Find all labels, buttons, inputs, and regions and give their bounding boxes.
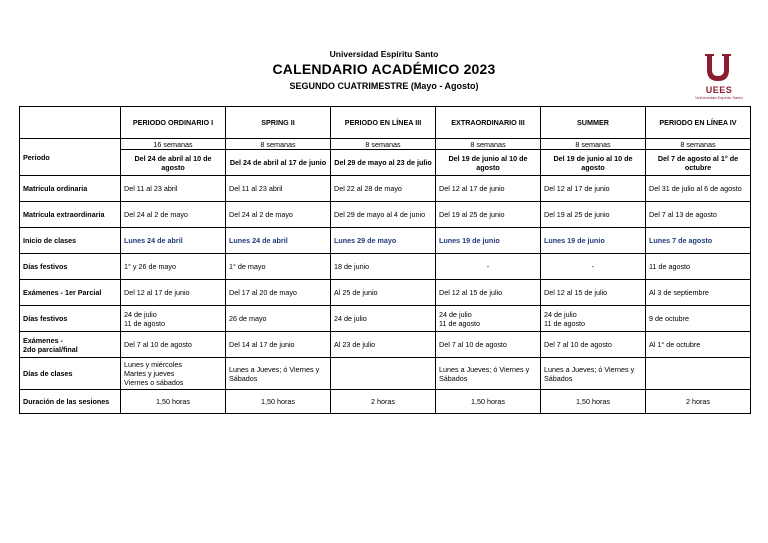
table-cell: Al 25 de junio (331, 280, 436, 306)
table-cell: 18 de junio (331, 254, 436, 280)
column-header: SUMMER (541, 107, 646, 139)
row-label: Periodo (20, 139, 121, 176)
column-header: EXTRAORDINARIO III (436, 107, 541, 139)
period-cell: Del 24 de abril al 17 de junio (226, 150, 331, 176)
table-cell: 1° de mayo (226, 254, 331, 280)
period-cell: Del 24 de abril al 10 de agosto (121, 150, 226, 176)
weeks-cell: 8 semanas (436, 139, 541, 150)
table-cell (541, 306, 646, 332)
period-cell: Del 7 de agosto al 1° de octubre (646, 150, 751, 176)
table-cell: 2 horas (646, 390, 751, 414)
table-cell (541, 358, 646, 390)
column-header: PERIODO ORDINARIO I (121, 107, 226, 139)
weeks-cell: 8 semanas (646, 139, 751, 150)
table-cell: Del 29 de mayo al 4 de junio (331, 202, 436, 228)
table-cell: Del 24 al 2 de mayo (226, 202, 331, 228)
table-cell (121, 306, 226, 332)
row-label: Días festivos (20, 254, 121, 280)
table-cell: Del 19 al 25 de junio (436, 202, 541, 228)
table-cell (436, 306, 541, 332)
table-cell: Del 19 al 25 de junio (541, 202, 646, 228)
period-cell: Del 19 de junio al 10 de agosto (541, 150, 646, 176)
row-label: Matrícula ordinaria (20, 176, 121, 202)
table-cell: Del 14 al 17 de junio (226, 332, 331, 358)
column-header-row (20, 107, 751, 139)
column-header: PERIODO EN LÍNEA IV (646, 107, 751, 139)
table-cell: Lunes 19 de junio (541, 228, 646, 254)
uees-logo (693, 50, 745, 102)
uees-logo-mark-icon (703, 52, 733, 82)
academic-calendar-table (19, 106, 751, 414)
table-row (20, 306, 751, 332)
row-label: Matrícula extraordinaria (20, 202, 121, 228)
empty-corner-cell (20, 107, 121, 139)
table-cell: Del 7 al 10 de agosto (541, 332, 646, 358)
table-cell: Lunes 29 de mayo (331, 228, 436, 254)
table-cell: Lunes 24 de abril (226, 228, 331, 254)
table-row (20, 332, 751, 358)
table-cell: - (541, 254, 646, 280)
cell-line: 11 de agosto (124, 318, 166, 328)
table-cell: Del 12 al 17 de junio (121, 280, 226, 306)
row-label: Días festivos (20, 306, 121, 332)
table-cell: Del 17 al 20 de mayo (226, 280, 331, 306)
table-row (20, 390, 751, 414)
table-cell: 2 horas (331, 390, 436, 414)
table-cell: 1,50 horas (541, 390, 646, 414)
table-cell: Del 31 de julio al 6 de agosto (646, 176, 751, 202)
table-cell: Del 11 al 23 abril (226, 176, 331, 202)
weeks-cell: 16 semanas (121, 139, 226, 150)
table-cell: 1,50 horas (436, 390, 541, 414)
cell-line: 11 de agosto (544, 318, 586, 328)
cell-line: 24 de julio (544, 309, 577, 319)
cell-line: Sábados (439, 373, 468, 383)
table-cell: Lunes 19 de junio (436, 228, 541, 254)
row-label: Inicio de clases (20, 228, 121, 254)
cell-line: Lunes a Jueves; ó Viernes y (439, 364, 530, 374)
weeks-cell: 8 semanas (331, 139, 436, 150)
table-cell: Del 12 al 15 de julio (541, 280, 646, 306)
table-cell (121, 358, 226, 390)
weeks-row (20, 139, 751, 150)
weeks-cell: 8 semanas (226, 139, 331, 150)
cell-line: Sábados (229, 373, 258, 383)
table-row (20, 358, 751, 390)
table-cell: 11 de agosto (646, 254, 751, 280)
table-cell: 1° y 26 de mayo (121, 254, 226, 280)
period-cell: Del 19 de junio al 10 de agosto (436, 150, 541, 176)
table-cell: - (436, 254, 541, 280)
table-row (20, 176, 751, 202)
logo-subtext: Universidad Espíritu Santo (695, 95, 743, 100)
cell-line: Martes y jueves (124, 369, 175, 378)
period-row (20, 150, 751, 176)
cell-line: Exámenes - (23, 335, 63, 345)
table-cell (331, 358, 436, 390)
table-cell: Del 12 al 17 de junio (436, 176, 541, 202)
university-name: Universidad Espíritu Santo (329, 49, 439, 59)
table-cell: Del 22 al 28 de mayo (331, 176, 436, 202)
table-cell: Al 3 de septiembre (646, 280, 751, 306)
table-cell: Del 12 al 15 de julio (436, 280, 541, 306)
table-cell: 1,50 horas (121, 390, 226, 414)
table-cell: Del 12 al 17 de junio (541, 176, 646, 202)
page-subtitle: SEGUNDO CUATRIMESTRE (Mayo - Agosto) (289, 81, 479, 91)
table-cell: 26 de mayo (226, 306, 331, 332)
table-cell (226, 358, 331, 390)
table-cell: Al 23 de julio (331, 332, 436, 358)
document-header (0, 49, 768, 93)
cell-line: 24 de julio (439, 309, 472, 319)
weeks-cell: 8 semanas (541, 139, 646, 150)
page-title: CALENDARIO ACADÉMICO 2023 (272, 61, 496, 77)
table-cell: Del 7 al 10 de agosto (121, 332, 226, 358)
table-row (20, 280, 751, 306)
cell-line: Lunes a Jueves; ó Viernes y (229, 364, 320, 374)
column-header: PERIODO EN LÍNEA III (331, 107, 436, 139)
table-cell: Lunes 7 de agosto (646, 228, 751, 254)
cell-line: 2do parcial/final (23, 344, 78, 354)
table-cell: 1,50 horas (226, 390, 331, 414)
cell-line: 24 de julio (124, 309, 157, 319)
table-cell (646, 358, 751, 390)
row-label: Días de clases (20, 358, 121, 390)
cell-line: 11 de agosto (439, 318, 481, 328)
table-cell: 24 de julio (331, 306, 436, 332)
row-label: Exámenes - 1er Parcial (20, 280, 121, 306)
table-row (20, 228, 751, 254)
table-cell (436, 358, 541, 390)
table-row (20, 254, 751, 280)
table-cell: Al 1° de octubre (646, 332, 751, 358)
table-cell: Del 11 al 23 abril (121, 176, 226, 202)
table-row (20, 202, 751, 228)
cell-line: Sábados (544, 373, 573, 383)
cell-line: Viernes o sábados (124, 378, 184, 387)
table-cell: Lunes 24 de abril (121, 228, 226, 254)
table-cell: Del 24 al 2 de mayo (121, 202, 226, 228)
cell-line: Lunes y miércoles (124, 360, 182, 369)
cell-line: Lunes a Jueves; ó Viernes y (544, 364, 635, 374)
period-cell: Del 29 de mayo al 23 de julio (331, 150, 436, 176)
table-cell: 9 de octubre (646, 306, 751, 332)
row-label (20, 332, 121, 358)
table-cell: Del 7 al 13 de agosto (646, 202, 751, 228)
column-header: SPRING II (226, 107, 331, 139)
logo-text: UEES (705, 85, 733, 95)
table-cell: Del 7 al 10 de agosto (436, 332, 541, 358)
row-label: Duración de las sesiones (20, 390, 121, 414)
